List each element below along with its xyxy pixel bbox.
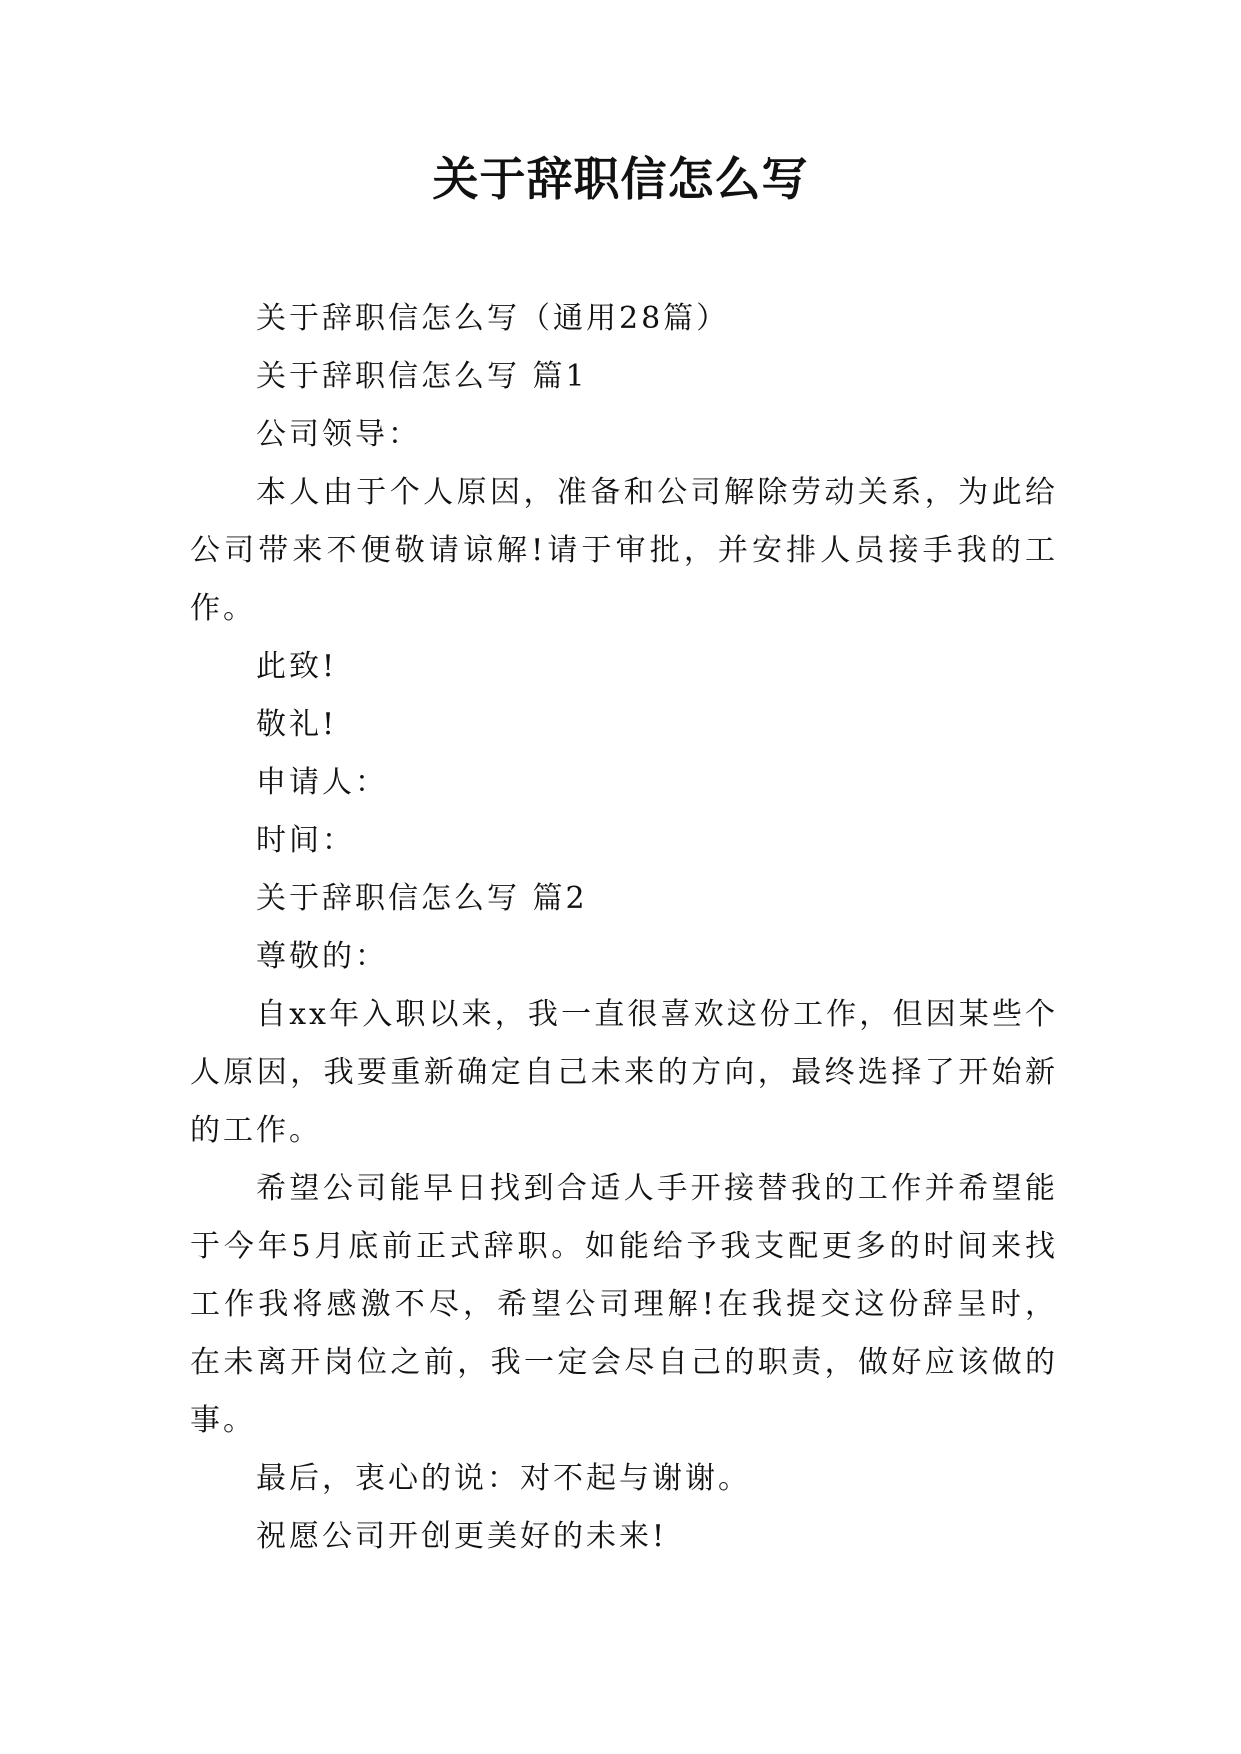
letter-body-2b: 希望公司能早日找到合适人手开接替我的工作并希望能于今年5月底前正式辞职。如能给予我支配更多的时间来找工作我将感激不尽，希望公司理解!在我提交这份辞呈时，在未离开岗位之前，我一定会尽自己的职责，做好应该做的事。 <box>190 1171 1058 1438</box>
date-line: 时间： <box>256 823 355 858</box>
applicant-line: 申请人： <box>256 765 388 800</box>
salutation-2: 尊敬的： <box>256 939 388 974</box>
salutation-1: 公司领导： <box>256 417 421 452</box>
subtitle-line: 关于辞职信怎么写（通用28篇） <box>256 301 730 336</box>
closing-line-2: 敬礼! <box>256 707 338 742</box>
section-heading-2: 关于辞职信怎么写 篇2 <box>256 881 588 916</box>
section-heading-1: 关于辞职信怎么写 篇1 <box>256 359 588 394</box>
document-body <box>190 290 1058 1566</box>
closing-line-1: 此致! <box>256 649 338 684</box>
letter-body-2a: 自xx年入职以来，我一直很喜欢这份工作，但因某些个人原因，我要重新确定自己未来的方向，最终选择了开始新的工作。 <box>190 997 1058 1148</box>
letter-body-2c: 最后，衷心的说：对不起与谢谢。 <box>256 1461 751 1496</box>
document-title: 关于辞职信怎么写 <box>432 152 809 206</box>
letter-body-2d: 祝愿公司开创更美好的未来! <box>256 1519 668 1554</box>
letter-body-1: 本人由于个人原因，准备和公司解除劳动关系，为此给公司带来不便敬请谅解!请于审批，并安排人员接手我的工作。 <box>190 475 1058 626</box>
